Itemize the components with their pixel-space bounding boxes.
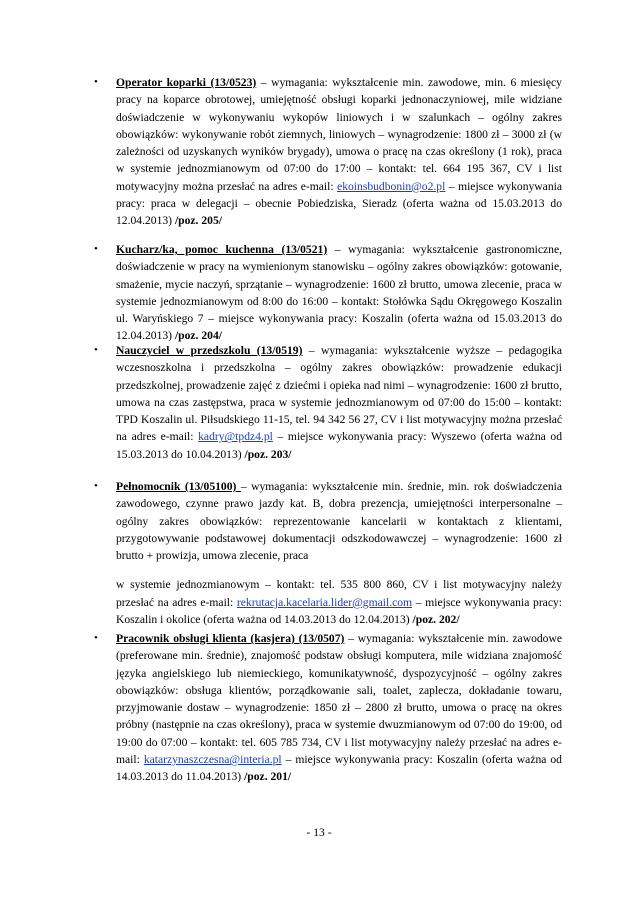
job-details: – wymagania: wykształcenie min. zawodowe, min. 6 miesięcy pracy na koparce obrotowej, umiejętność obsługi koparki jednonaczyniowej, mile widziane doświadczenie w wykonywaniu wykopów liniowych i w szalunkach – ogólny zakres obowiązków: wykonywanie robót ziemnych, liniowych – wynagrodzenie: 1800 zł – 3000 zł (w zależności od uzyskanych wyników brygady), umowa o pracę na czas określony (1 rok), praca w systemie jednozmianowym od 07:00 do 17:00 – kontakt: tel. 664 195 367, CV i list motywacyjny można przesłać na adres e-mail: — [116, 76, 562, 193]
job-listing — [94, 630, 562, 786]
job-title: Operator koparki (13/0523) — [116, 76, 257, 89]
job-details: – wymagania: wykształcenie wyższe – pedagogika wczesnoszkolna i przedszkolna – ogólny zakres obowiązków: prowadzenie edukacji przedszkolnej, prowadzenie zajęć z dziećmi i opieka nad nimi – wynagrodzenie: 1600 zł brutto, umowa na czas zastępstwa, praca w systemie jednozmianowym od 07:00 do 15:00 – kontakt: TPD Koszalin ul. Piłsudskiego 11-15, tel. 94 342 56 27, CV i list motywacyjny można przesłać na adres e-mail: — [116, 344, 562, 444]
job-title: Pracownik obsługi klienta (kasjera) (13/0507) — [116, 632, 345, 645]
bullet: • — [94, 632, 98, 644]
job-details: – wymagania: wykształcenie min. zawodowe (preferowane min. średnie), znajomość podstaw obsługi komputera, mile widziana znajomość języka angielskiego lub niemieckiego, komunikatywność, dyspozycyjność – ogólny zakres obowiązków: obsługa klientów, porządkowanie sali, toalet, zaplecza, dokładanie towaru, przyjmowanie dostaw – wynagrodzenie: 1850 zł – 2800 zł brutto, umowa o pracę na okres próbny (następnie na czas określony), praca w systemie dwuzmianowym od 07:00 do 19:00, od 19:00 do 07:00 – kontakt: tel. 605 785 734, CV i list motywacyjny należy przesłać na adres e-mail: — [116, 632, 562, 767]
job-details: – wymagania: wykształcenie gastronomiczne, doświadczenie w pracy na wymienionym stanowisku – ogólny zakres obowiązków: gotowanie, smażenie, mycie naczyń, sprzątanie – wynagrodzenie: 1600 zł brutto, umowa zlecenie, praca w systemie jednozmianowym od 8:00 do 16:00 – kontakt: Stołówka Sądu Okręgowego Koszalin ul. Waryńskiego 7 – miejsce wykonywania pracy: Koszalin (oferta ważna od 15.03.2013 do 12.04.2013) — [116, 243, 562, 343]
job-details-rest: – miejsce wykonywania pracy: Koszalin (oferta ważna od 14.03.2013 do 11.04.2013) — [116, 753, 562, 784]
job-details-rest: – miejsce wykonywania pracy: praca w delegacji – obecnie Pobiedziska, Sieradz (oferta ważna od 15.03.2013 do 12.04.2013) — [116, 179, 562, 228]
bullet: • — [94, 76, 98, 88]
email-link[interactable]: ekoinsbudbonin@o2.pl — [337, 179, 446, 193]
job-listing — [94, 342, 562, 463]
bullet: • — [94, 480, 98, 492]
position-number: /poz. 201/ — [244, 770, 292, 784]
job-title: Nauczyciel w przedszkolu (13/0519) — [116, 344, 303, 357]
position-number: /poz. 202/ — [412, 613, 460, 627]
position-number: /poz. 204/ — [174, 329, 222, 343]
bullet: • — [94, 243, 98, 255]
bullet: • — [94, 344, 98, 356]
job-listing — [94, 478, 563, 628]
page-number: - 13 - — [306, 826, 332, 839]
job-details-continued — [116, 576, 562, 628]
job-title: Kucharz/ka, pomoc kuchenna (13/0521) — [116, 243, 328, 256]
job-details-rest: – miejsce wykonywania pracy: Koszalin i okolice (oferta ważna od 14.03.2013 do 12.04.2013) — [116, 595, 562, 627]
email-link[interactable]: rekrutacja.kacelaria.lider@gmail.com — [236, 595, 413, 609]
job-listing — [94, 74, 562, 230]
email-link[interactable]: kadry@tpdz4.pl — [198, 430, 273, 444]
job-details-rest: – miejsce wykonywania pracy: Wyszewo (oferta ważna od 15.03.2013 do 10.04.2013) — [116, 430, 562, 461]
position-number: /poz. 203/ — [244, 447, 292, 461]
job-title: Pełnomocnik (13/05100) — [116, 480, 241, 493]
job-details-contact: w systemie jednozmianowym – kontakt: tel. 535 800 860, CV i list motywacyjny należy przesłać na adres e-mail: — [116, 578, 562, 609]
job-details: – wymagania: wykształcenie min. średnie, min. rok doświadczenia zawodowego, czynne prawo jazdy kat. B, dobra prezencja, umiejętności interpersonalne – ogólny zakres obowiązków: reprezentowanie kancelarii w kontaktach z klientami, przygotowywanie podstawowej dokumentacji odszkodowawczej – wynagrodzenie: 1600 zł brutto + prowizja, umowa zlecenie, praca — [116, 480, 563, 563]
job-listing — [94, 241, 562, 345]
position-number: /poz. 205/ — [174, 214, 222, 228]
email-link[interactable]: katarzynaszczesna@interia.pl — [143, 753, 282, 767]
